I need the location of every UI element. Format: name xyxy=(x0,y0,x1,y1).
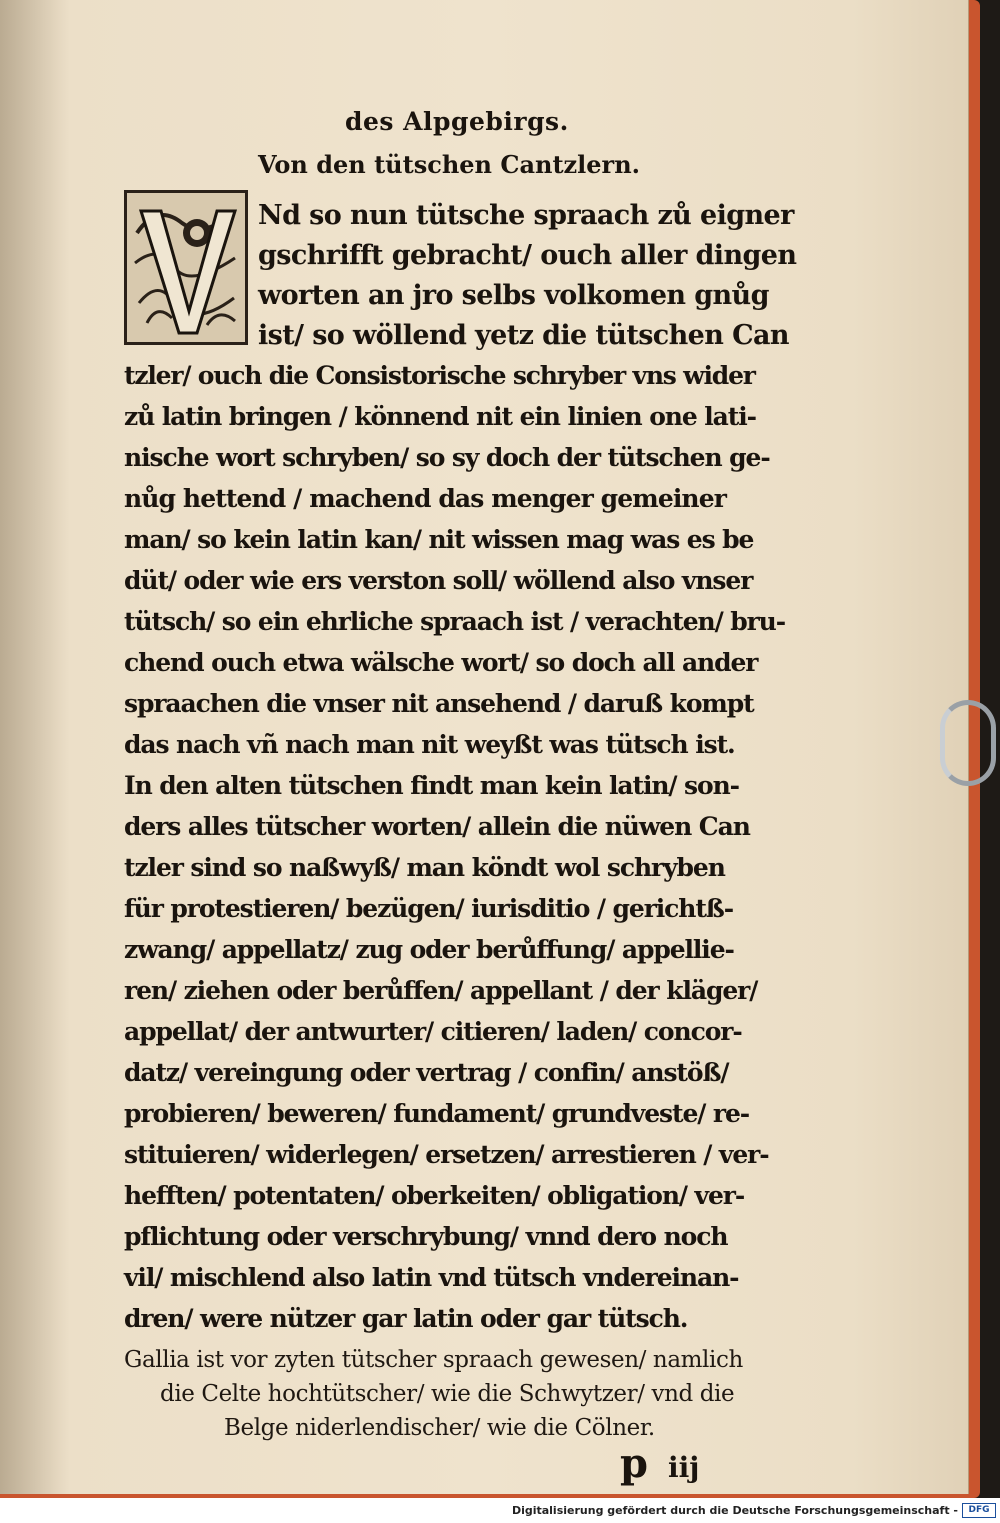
body-line: zwang/ appellatz/ zug oder berůffung/ appellie- xyxy=(124,935,734,964)
body-line: für protestieren/ bezügen/ iurisditio / gerichtß- xyxy=(124,894,733,923)
body-line: hefften/ potentaten/ oberkeiten/ obligation/ ver- xyxy=(124,1181,745,1210)
body-line: stituieren/ widerlegen/ ersetzen/ arrestieren / ver- xyxy=(124,1140,769,1169)
body-line: probieren/ beweren/ fundament/ grundveste/ re- xyxy=(124,1099,750,1128)
note-line: die Celte hochtütscher/ wie die Schwytzer/ vnd die xyxy=(160,1381,735,1407)
body-line: düt/ oder wie ers verston soll/ wöllend also vnser xyxy=(124,566,753,595)
body-line: appellat/ der antwurter/ citieren/ laden/ concor- xyxy=(124,1017,742,1046)
body-line: nůg hettend / machend das menger gemeiner xyxy=(124,484,726,513)
body-line: pflichtung oder verschrybung/ vnnd dero noch xyxy=(124,1222,728,1251)
signature-letter: p xyxy=(620,1440,648,1487)
body-line: gschrifft gebracht/ ouch aller dingen xyxy=(258,240,797,271)
running-head: des Alpgebirgs. xyxy=(345,107,569,136)
note-line: Belge niderlendischer/ wie die Cölner. xyxy=(224,1415,655,1441)
body-line: tzler/ ouch die Consistorische schryber vns wider xyxy=(124,361,755,390)
body-line: ren/ ziehen oder berůffen/ appellant / der kläger/ xyxy=(124,976,758,1005)
decorated-initial-v xyxy=(124,190,248,345)
body-line: dren/ were nützer gar latin oder gar tütsch. xyxy=(124,1304,688,1333)
signature-mark xyxy=(620,1440,699,1487)
body-line: In den alten tütschen findt man kein latin/ son- xyxy=(124,771,739,800)
body-line: zů latin bringen / könnend nit ein linien one lati- xyxy=(124,402,756,431)
body-line: tzler sind so naßwyß/ man köndt wol schryben xyxy=(124,853,725,882)
body-line: spraachen die vnser nit ansehend / daruß kompt xyxy=(124,689,754,718)
body-line: datz/ vereingung oder vertrag / confin/ anstöß/ xyxy=(124,1058,729,1087)
body-line: das nach vñ nach man nit weyßt was tütsch ist. xyxy=(124,730,735,759)
body-line: vil/ mischlend also latin vnd tütsch vndereinan- xyxy=(124,1263,739,1292)
body-line: chend ouch etwa wälsche wort/ so doch all ander xyxy=(124,648,758,677)
note-line: Gallia ist vor zyten tütscher spraach gewesen/ namlich xyxy=(124,1347,743,1373)
dfg-logo: DFG xyxy=(962,1503,996,1518)
body-line: man/ so kein latin kan/ nit wissen mag was es be xyxy=(124,525,754,554)
signature-numeral: iij xyxy=(667,1451,700,1484)
body-line: ders alles tütscher worten/ allein die nüwen Can xyxy=(124,812,750,841)
body-line: Nd so nun tütsche spraach zů eigner xyxy=(258,200,794,231)
body-line: tütsch/ so ein ehrliche spraach ist / verachten/ bru- xyxy=(124,607,786,636)
footer-credit: Digitalisierung gefördert durch die Deutsche Forschungsgemeinschaft - xyxy=(511,1504,958,1517)
body-line: worten an jro selbs volkomen gnůg xyxy=(258,280,769,311)
page-clip xyxy=(940,700,996,786)
gutter-shadow xyxy=(0,0,70,1494)
section-title: Von den tütschen Cantzlern. xyxy=(258,150,641,179)
body-line: ist/ so wöllend yetz die tütschen Can xyxy=(258,320,789,351)
body-line: nische wort schryben/ so sy doch der tütschen ge- xyxy=(124,443,770,472)
